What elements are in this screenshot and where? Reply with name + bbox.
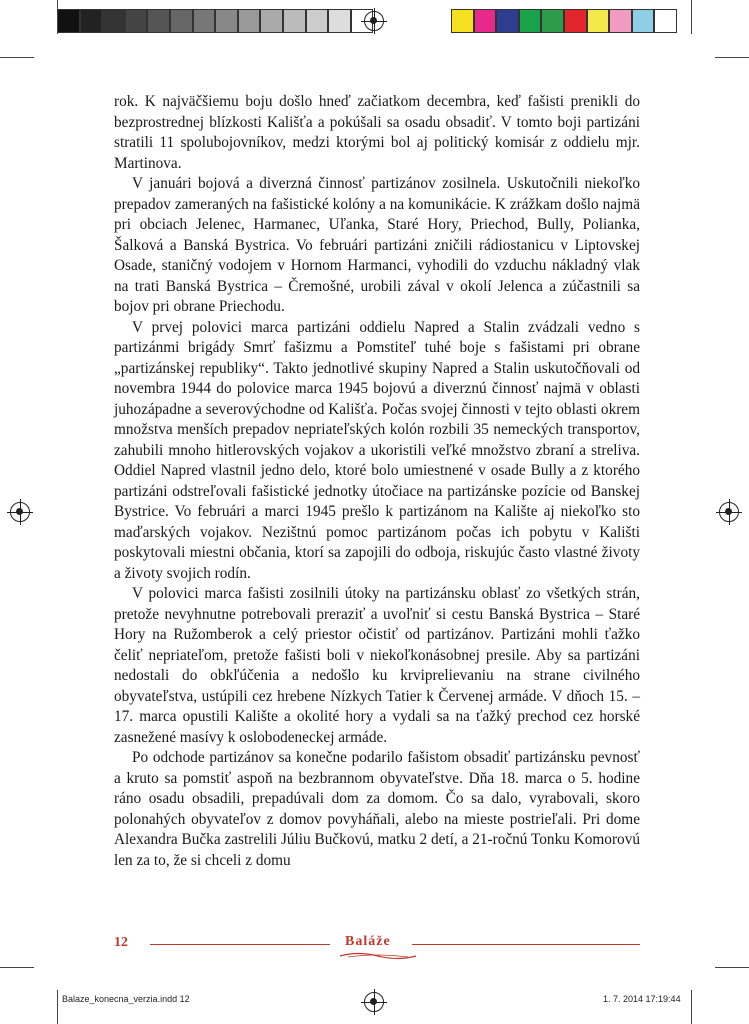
color-swatch: [541, 9, 564, 33]
color-swatch: [632, 9, 655, 33]
color-swatch: [260, 9, 283, 33]
color-swatch: [102, 9, 125, 33]
color-swatch: [609, 9, 632, 33]
crop-mark: [691, 990, 692, 1024]
paragraph: rok. K najväčšiemu boju došlo hneď začiatkom decembra, keď fašisti prenikli do bezprostrednej blízkosti Kališťa a pokúšali sa osadu obsadiť. V tomto boji partizáni stratili 11 spolubojovníkov, medzi ktorými bol aj politický komisár z oddielu mjr. Martinova.: [114, 93, 640, 172]
color-swatch: [283, 9, 306, 33]
color-swatch: [57, 9, 80, 33]
color-swatch: [193, 9, 216, 33]
color-calibration-bar-left: [57, 9, 373, 33]
page-number: 12: [114, 935, 128, 950]
color-swatch: [587, 9, 610, 33]
paragraph: V prvej polovici marca partizáni oddielu Napred a Stalin zvádzali vedno s partizánmi brigády Smrť fašizmu a Pomstiteľ tuhé boje s fašistami pri obrane „partizánskej republiky“. Takto jednotlivé skupiny Napred a Stalin uskutočňovali od novembra 1944 do polovice marca 1945 bojovú a diverznú činnosť najmä v oblasti juhozápadne a severovýchodne od Kališťa. Počas svojej činnosti v tejto oblasti okrem množstva menších prepadov nepriateľských kolón rozbili 35 nemeckých transportov, zahubili mnoho hitlerovských vojakov a ukoristili veľké množstvo zbraní a streliva. Oddiel Napred vlastnil jedno delo, ktoré bolo umiestnené v osade Bully a z ktorého partizáni odstreľovali fašistické jednotky útočiace na partizánske pozície od Banskej Bystrice. Vo februári a marci 1945 prešlo k partizánom na Kalište aj niekoľko sto maďarských vojakov. Nezištnú pomoc partizánom počas ich pobytu v Kališti poskytovali miestni občania, ktorí sa zapojili do odboja, riskujúc často vlastné životy a životy svojich rodín.: [114, 318, 640, 582]
footer-rule-left: [150, 944, 330, 945]
flourish-ornament-icon: [338, 951, 418, 961]
footer-rule-right: [412, 944, 640, 945]
crop-mark: [715, 57, 749, 58]
footer-brand: Baláže: [345, 934, 391, 949]
paragraph: V januári bojová a diverzná činnosť partizánov zosilnela. Uskutočnili niekoľko prepadov zameraných na fašistické kolóny a na komunikácie. K zrážkam došlo najmä pri obciach Jelenec, Harmanec, Uľanka, Staré Hory, Priechod, Bully, Polianka, Šalková a Banská Bystrica. Vo februári partizáni zničili rádiostanicu v Liptovskej Osade, staničný vodojem v Hornom Harmanci, vyhodili do vzduchu nákladný vlak na trati Banská Bystrica – Čremošné, urobili zával v okolí Jelenca a zúčastnili sa bojov pri obrane Priechodu.: [114, 175, 640, 315]
slug-timestamp: 1. 7. 2014 17:19:44: [603, 994, 681, 1004]
crop-mark: [57, 990, 58, 1024]
crop-mark: [0, 57, 34, 58]
color-swatch: [519, 9, 542, 33]
registration-mark-right-icon: [719, 502, 739, 522]
slug-filename: Balaze_konecna_verzia.indd 12: [62, 994, 190, 1004]
registration-mark-left-icon: [10, 502, 30, 522]
crop-mark: [715, 967, 749, 968]
color-swatch: [80, 9, 103, 33]
crop-mark: [0, 967, 34, 968]
color-swatch: [328, 9, 351, 33]
color-swatch: [474, 9, 497, 33]
article-body: [114, 92, 640, 871]
registration-mark-top-icon: [364, 11, 384, 31]
color-swatch: [170, 9, 193, 33]
crop-mark: [691, 0, 692, 34]
color-calibration-bar-right: [451, 9, 677, 33]
paragraph: Po odchode partizánov sa konečne podarilo fašistom obsadiť partizánsku pevnosť a kruto sa pomstiť aspoň na bezbrannom obyvateľstve. Dňa 18. marca o 5. hodine ráno osadu obsadili, prepadúvali dom za domom. Čo sa dalo, vyrabovali, skoro polonahých obyvateľov z domov povyháňali, alebo na mieste postrieľali. Pri dome Alexandra Bučka zastrelili Júliu Bučkovú, matku 2 detí, a 21-ročnú Tonku Komorovú len za to, že si chceli z domu: [114, 749, 640, 869]
color-swatch: [215, 9, 238, 33]
color-swatch: [306, 9, 329, 33]
color-swatch: [564, 9, 587, 33]
color-swatch: [238, 9, 261, 33]
crop-mark: [57, 0, 58, 34]
color-swatch: [451, 9, 474, 33]
color-swatch: [496, 9, 519, 33]
color-swatch: [125, 9, 148, 33]
color-swatch: [654, 9, 677, 33]
paragraph: V polovici marca fašisti zosilnili útoky na partizánsku oblasť zo všetkých strán, pretože nevyhnutne potrebovali preraziť a uvoľniť si cestu Banská Bystrica – Staré Hory na Ružomberok a celý priestor očistiť od partizánov. Partizáni mohli ťažko čeliť nepriateľom, pretože fašisti boli v niekoľkonásobnej presile. Aby sa partizáni nedostali do obkľúčenia a nedošlo ku krviprelievaniu na strane civilného obyvateľstva, ustúpili cez hrebene Nízkych Tatier k Červenej armáde. V dňoch 15. – 17. marca opustili Kalište a okolité hory a vydali sa na ťažký prechod cez horské zasnežené masívy k oslobodeneckej armáde.: [114, 585, 640, 746]
color-swatch: [147, 9, 170, 33]
registration-mark-bottom-icon: [364, 992, 384, 1012]
